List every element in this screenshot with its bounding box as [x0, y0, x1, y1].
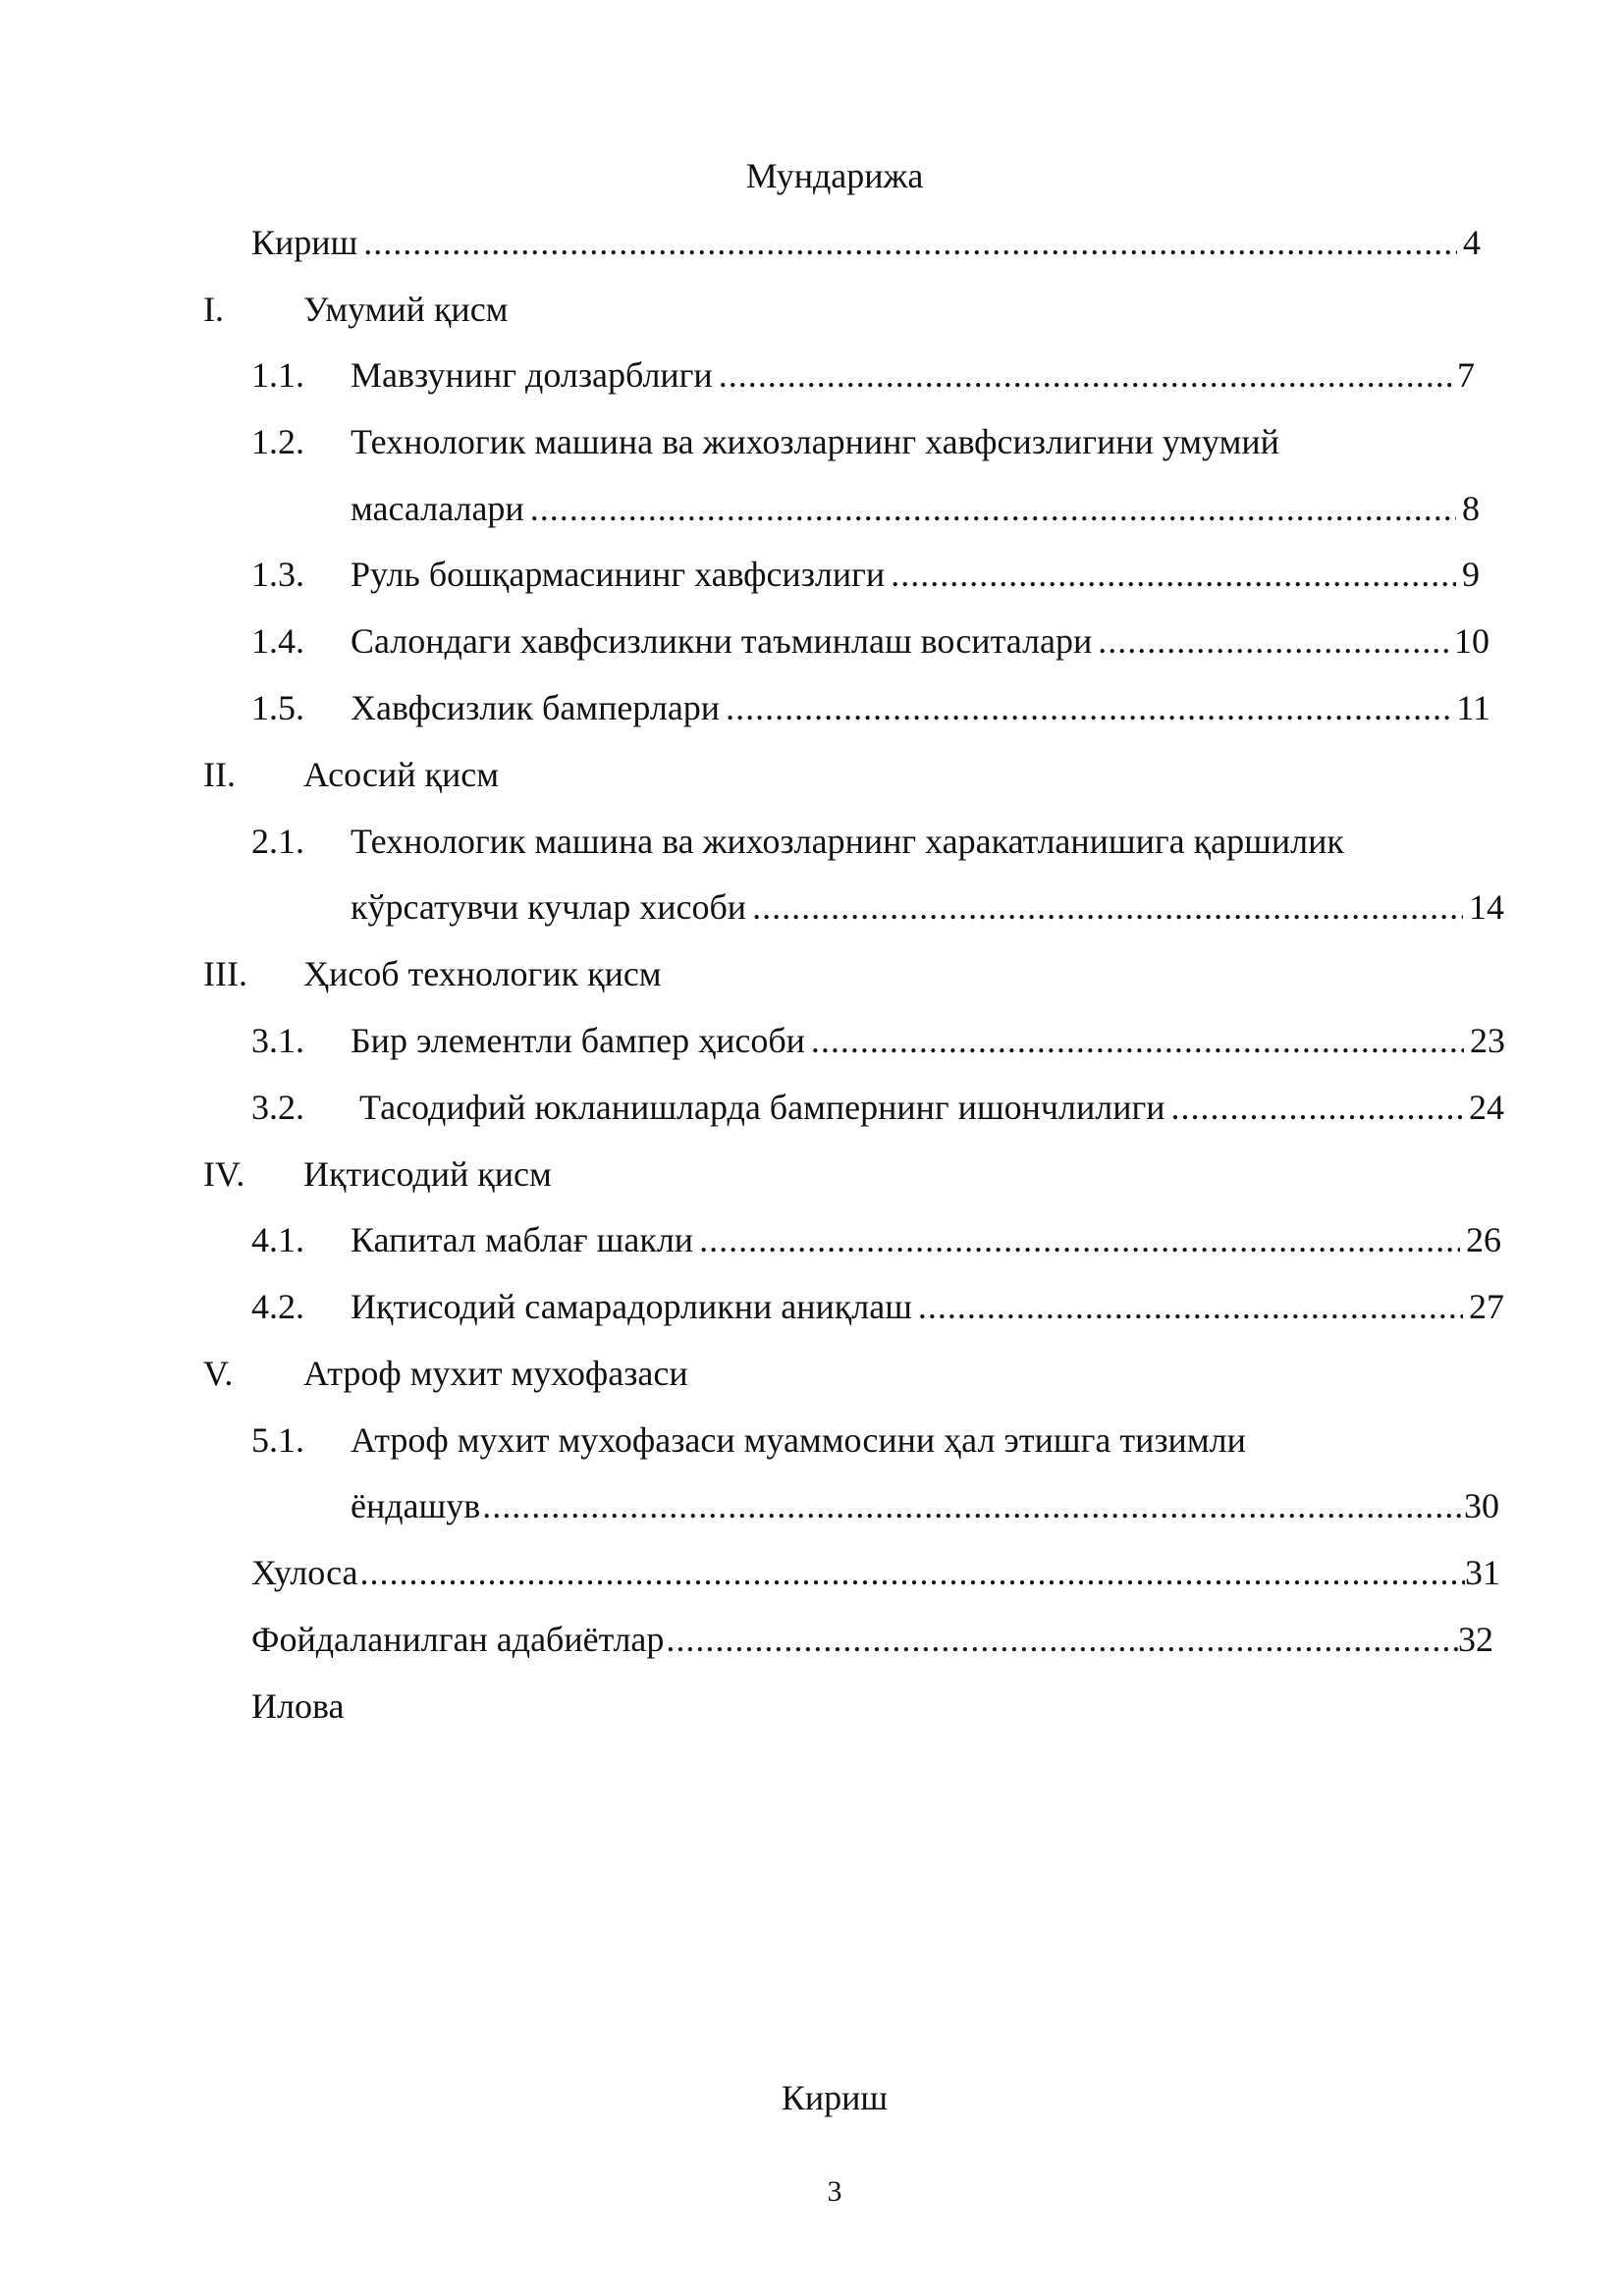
toc-entry	[351, 487, 1480, 530]
toc-entry-references	[251, 1618, 1493, 1661]
toc-entry-label: Руль бошқармасининг хавфсизлиги	[351, 555, 886, 594]
item-number: 1.2.	[251, 422, 304, 461]
item-number: 3.2.	[251, 1088, 304, 1127]
toc-entry-intro	[251, 221, 1481, 264]
dot-leader	[891, 553, 1456, 596]
toc-entry-label: Фойдаланилган адабиётлар	[251, 1620, 665, 1659]
dot-leader	[530, 487, 1456, 530]
toc-entry-label: Технологик машина ва жихозларнинг хавфсизлигини умумий	[351, 422, 1279, 461]
toc-entry-appendix: Илова	[251, 1686, 345, 1726]
item-number: 4.1.	[251, 1220, 304, 1259]
toc-entry-label: Иқтисодий самарадорликни аниқлаш	[351, 1287, 912, 1326]
toc-entry	[351, 1019, 1505, 1062]
toc-entry-label: Атроф мухит мухофазаси муаммосини ҳал этишга тизимли	[351, 1420, 1246, 1460]
toc-entry-label: Технологик машина ва жихозларнинг харакатланишига қаршилик	[351, 822, 1344, 861]
toc-entry-label-cont: масалалари	[351, 489, 524, 528]
toc-entry	[351, 619, 1489, 663]
toc-entry	[351, 1285, 1504, 1328]
section-title: Ҳисоб технологик қисм	[303, 954, 662, 993]
toc-entry-label: Хулоса	[251, 1553, 358, 1592]
item-number: 4.2.	[251, 1287, 304, 1326]
page-number: 3	[827, 2175, 842, 2208]
dot-leader	[811, 1019, 1464, 1062]
dot-leader	[719, 353, 1451, 397]
toc-page-number: 31	[1465, 1553, 1500, 1592]
toc-entry-label: Капитал маблағ шакли	[351, 1220, 694, 1259]
toc-entry	[351, 553, 1480, 596]
toc-entry-label: Мавзунинг долзарблиги	[351, 355, 713, 395]
toc-page-number: 7	[1457, 355, 1475, 395]
toc-entry	[351, 1218, 1501, 1261]
dot-leader	[699, 1218, 1460, 1261]
toc-page-number: 23	[1470, 1021, 1505, 1060]
toc-page-number: 14	[1469, 887, 1504, 927]
dot-leader	[666, 1618, 1458, 1661]
toc-entry	[359, 1086, 1504, 1129]
toc-page-number: 11	[1456, 688, 1490, 727]
toc-entry-label-cont: ёндашув	[351, 1486, 481, 1525]
item-number: 3.1.	[251, 1021, 304, 1060]
section-number: III.	[203, 954, 247, 993]
toc-entry-label: Бир элементли бампер ҳисоби	[351, 1021, 805, 1060]
section-title: Асосий қисм	[303, 755, 500, 794]
toc-entry	[351, 885, 1504, 929]
item-number: 1.4.	[251, 621, 304, 661]
section-number: II.	[203, 755, 236, 794]
toc-entry-label-cont: кўрсатувчи кучлар хисоби	[351, 887, 747, 927]
toc-page-number: 9	[1462, 555, 1480, 594]
dot-leader	[726, 686, 1450, 729]
dot-leader	[1098, 619, 1448, 663]
dot-leader	[918, 1285, 1463, 1328]
toc-page-number: 8	[1462, 489, 1480, 528]
dot-leader	[360, 1551, 1465, 1594]
toc-entry	[351, 1484, 1499, 1527]
toc-page-number: 26	[1466, 1220, 1501, 1259]
toc-page-number: 4	[1463, 223, 1481, 262]
section-title: Иқтисодий қисм	[303, 1154, 552, 1194]
toc-entry-label: Салондаги хавфсизликни таъминлаш воситалари	[351, 621, 1093, 661]
section-number: V.	[203, 1354, 234, 1393]
section-title: Умумий қисм	[303, 290, 509, 329]
item-number: 1.5.	[251, 688, 304, 727]
toc-entry-label: Кириш	[251, 223, 358, 262]
toc-page-number: 10	[1454, 621, 1489, 661]
toc-page-number: 24	[1469, 1088, 1504, 1127]
item-number: 5.1.	[251, 1420, 304, 1460]
item-number: 2.1.	[251, 822, 304, 861]
toc-entry	[351, 686, 1490, 729]
item-number: 1.1.	[251, 355, 304, 395]
toc-page-number: 30	[1464, 1486, 1499, 1525]
toc-entry-label: Хавфсизлик бамперлари	[351, 688, 721, 727]
item-number: 1.3.	[251, 555, 304, 594]
toc-entry-label: Тасодифий юкланишларда бампернинг ишончлилиги	[359, 1088, 1165, 1127]
dot-leader	[1171, 1086, 1463, 1129]
toc-entry	[351, 353, 1475, 397]
dot-leader	[482, 1484, 1464, 1527]
toc-page-number: 32	[1458, 1620, 1493, 1659]
section-heading: Кириш	[781, 2078, 889, 2117]
toc-entry-conclusion	[251, 1551, 1500, 1594]
section-title: Атроф мухит мухофазаси	[303, 1354, 688, 1393]
dot-leader	[363, 221, 1457, 264]
toc-title: Мундарижа	[745, 156, 924, 195]
section-number: IV.	[203, 1154, 245, 1194]
dot-leader	[752, 885, 1463, 929]
section-number: I.	[203, 290, 224, 329]
toc-page-number: 27	[1469, 1287, 1504, 1326]
